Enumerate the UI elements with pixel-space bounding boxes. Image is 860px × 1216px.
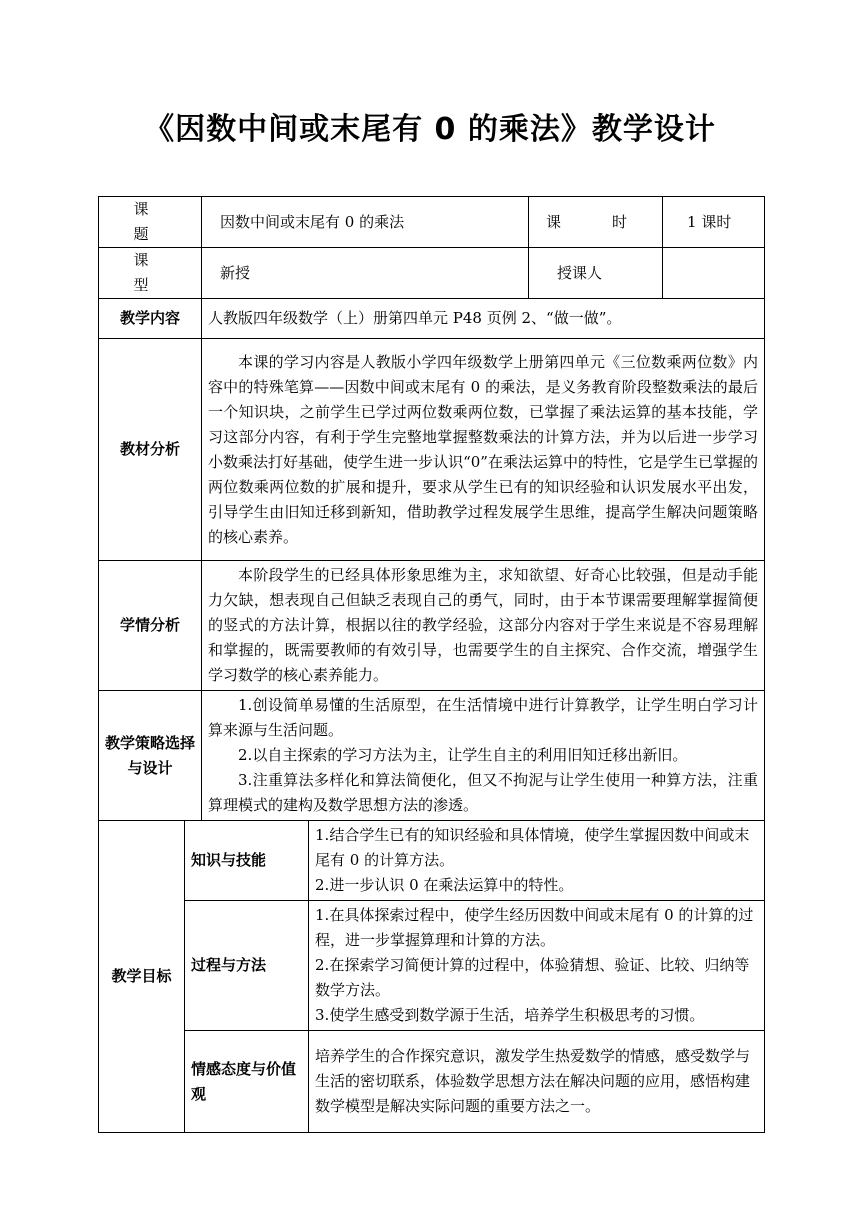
process-item: 3.使学生感受到数学源于生活，培养学生积极思考的习惯。 xyxy=(315,1006,705,1024)
label-students: 学情分析 xyxy=(99,561,202,691)
label-strategy: 教学策略选择与设计 xyxy=(99,691,202,821)
knowledge-item: 1.结合学生已有的知识经验和具体情境，使学生掌握因数中间或末尾有 0 的计算方法。 xyxy=(315,826,750,869)
value-students: 本阶段学生的已经具体形象思维为主，求知欲望、好奇心比较强，但是动手能力欠缺，想表现自己但缺乏表现自己的勇气，同时，由于本节课需要理解掌握简便的竖式的方法计算，根据以往的教学经验，这部分内容对于学生来说是不容易理解和掌握的，既需要教师的有效引导，也需要学生的自主探究、合作交流，增强学生学习数学的核心素养能力。 xyxy=(202,561,765,691)
row-content xyxy=(99,299,765,339)
label-knowledge: 知识与技能 xyxy=(185,821,309,901)
value-knowledge xyxy=(309,821,765,901)
value-emotion: 培养学生的合作探究意识，激发学生热爱数学的情感，感受数学与生活的密切联系，体验数学思想方法在解决问题的应用，感悟构建数学模型是解决实际问题的重要方法之一。 xyxy=(309,1031,765,1133)
document-title: 《因数中间或末尾有 0 的乘法》教学设计 xyxy=(144,112,716,147)
label-type: 课 型 xyxy=(99,248,202,299)
strategy-item: 1.创设简单易懂的生活原型，在生活情境中进行计算教学，让学生明白学习计算来源与生活问题。 xyxy=(208,696,759,739)
label-goals: 教学目标 xyxy=(99,821,185,1133)
label-topic: 课 题 xyxy=(99,197,202,248)
strategy-item: 2.以自主探索的学习方法为主，让学生自主的利用旧知迁移出新旧。 xyxy=(238,746,688,764)
row-type xyxy=(99,248,765,299)
value-process xyxy=(309,901,765,1031)
value-material: 本课的学习内容是人教版小学四年级数学上册第四单元《三位数乘两位数》内容中的特殊笔算——因数中间或末尾有 0 的乘法，是义务教育阶段整数乘法的最后一个知识块，之前学生已学过两位数乘两位数，已掌握了乘法运算的基本技能，学习这部分内容，有利于学生完整地掌握整数乘法的计算方法，并为以后进一步学习小数乘法打好基础，使学生进一步认识“0”在乘法运算中的特性，它是学生已掌握的两位数乘两位数的扩展和提升，要求从学生已有的知识经验和认识发展水平出发，引导学生由旧知迁移到新知，借助教学过程发展学生思维，提高学生解决问题策略的核心素养。 xyxy=(202,339,765,561)
row-strategy xyxy=(99,691,765,821)
row-students xyxy=(99,561,765,691)
lesson-plan-table xyxy=(98,196,765,1133)
label-process: 过程与方法 xyxy=(185,901,309,1031)
row-goals-process xyxy=(99,901,765,1031)
knowledge-item: 2.进一步认识 0 在乘法运算中的特性。 xyxy=(315,876,574,894)
process-item: 1.在具体探索过程中，使学生经历因数中间或末尾有 0 的计算的过程，进一步掌握算理和计算的方法。 xyxy=(315,906,754,949)
value-type: 新授 xyxy=(202,248,529,299)
label-material: 教材分析 xyxy=(99,339,202,561)
process-item: 2.在探索学习简便计算的过程中，体验猜想、验证、比较、归纳等数学方法。 xyxy=(315,956,750,999)
row-goals-emotion xyxy=(99,1031,765,1133)
strategy-item: 3.注重算法多样化和算法简便化，但又不拘泥与让学生使用一种算方法，注重算理模式的建构及数学思想方法的渗透。 xyxy=(208,771,759,814)
label-emotion: 情感态度与价值观 xyxy=(185,1031,309,1133)
value-teacher xyxy=(663,248,765,299)
row-goals-knowledge xyxy=(99,821,765,901)
value-strategy xyxy=(202,691,765,821)
label-teacher: 授课人 xyxy=(529,248,663,299)
label-duration: 课 时 xyxy=(529,197,663,248)
value-duration: 1 课时 xyxy=(663,197,765,248)
row-material xyxy=(99,339,765,561)
label-content: 教学内容 xyxy=(99,299,202,339)
value-topic: 因数中间或末尾有 0 的乘法 xyxy=(202,197,529,248)
row-topic xyxy=(99,197,765,248)
value-content: 人教版四年级数学（上）册第四单元 P48 页例 2、“做一做”。 xyxy=(202,299,765,339)
